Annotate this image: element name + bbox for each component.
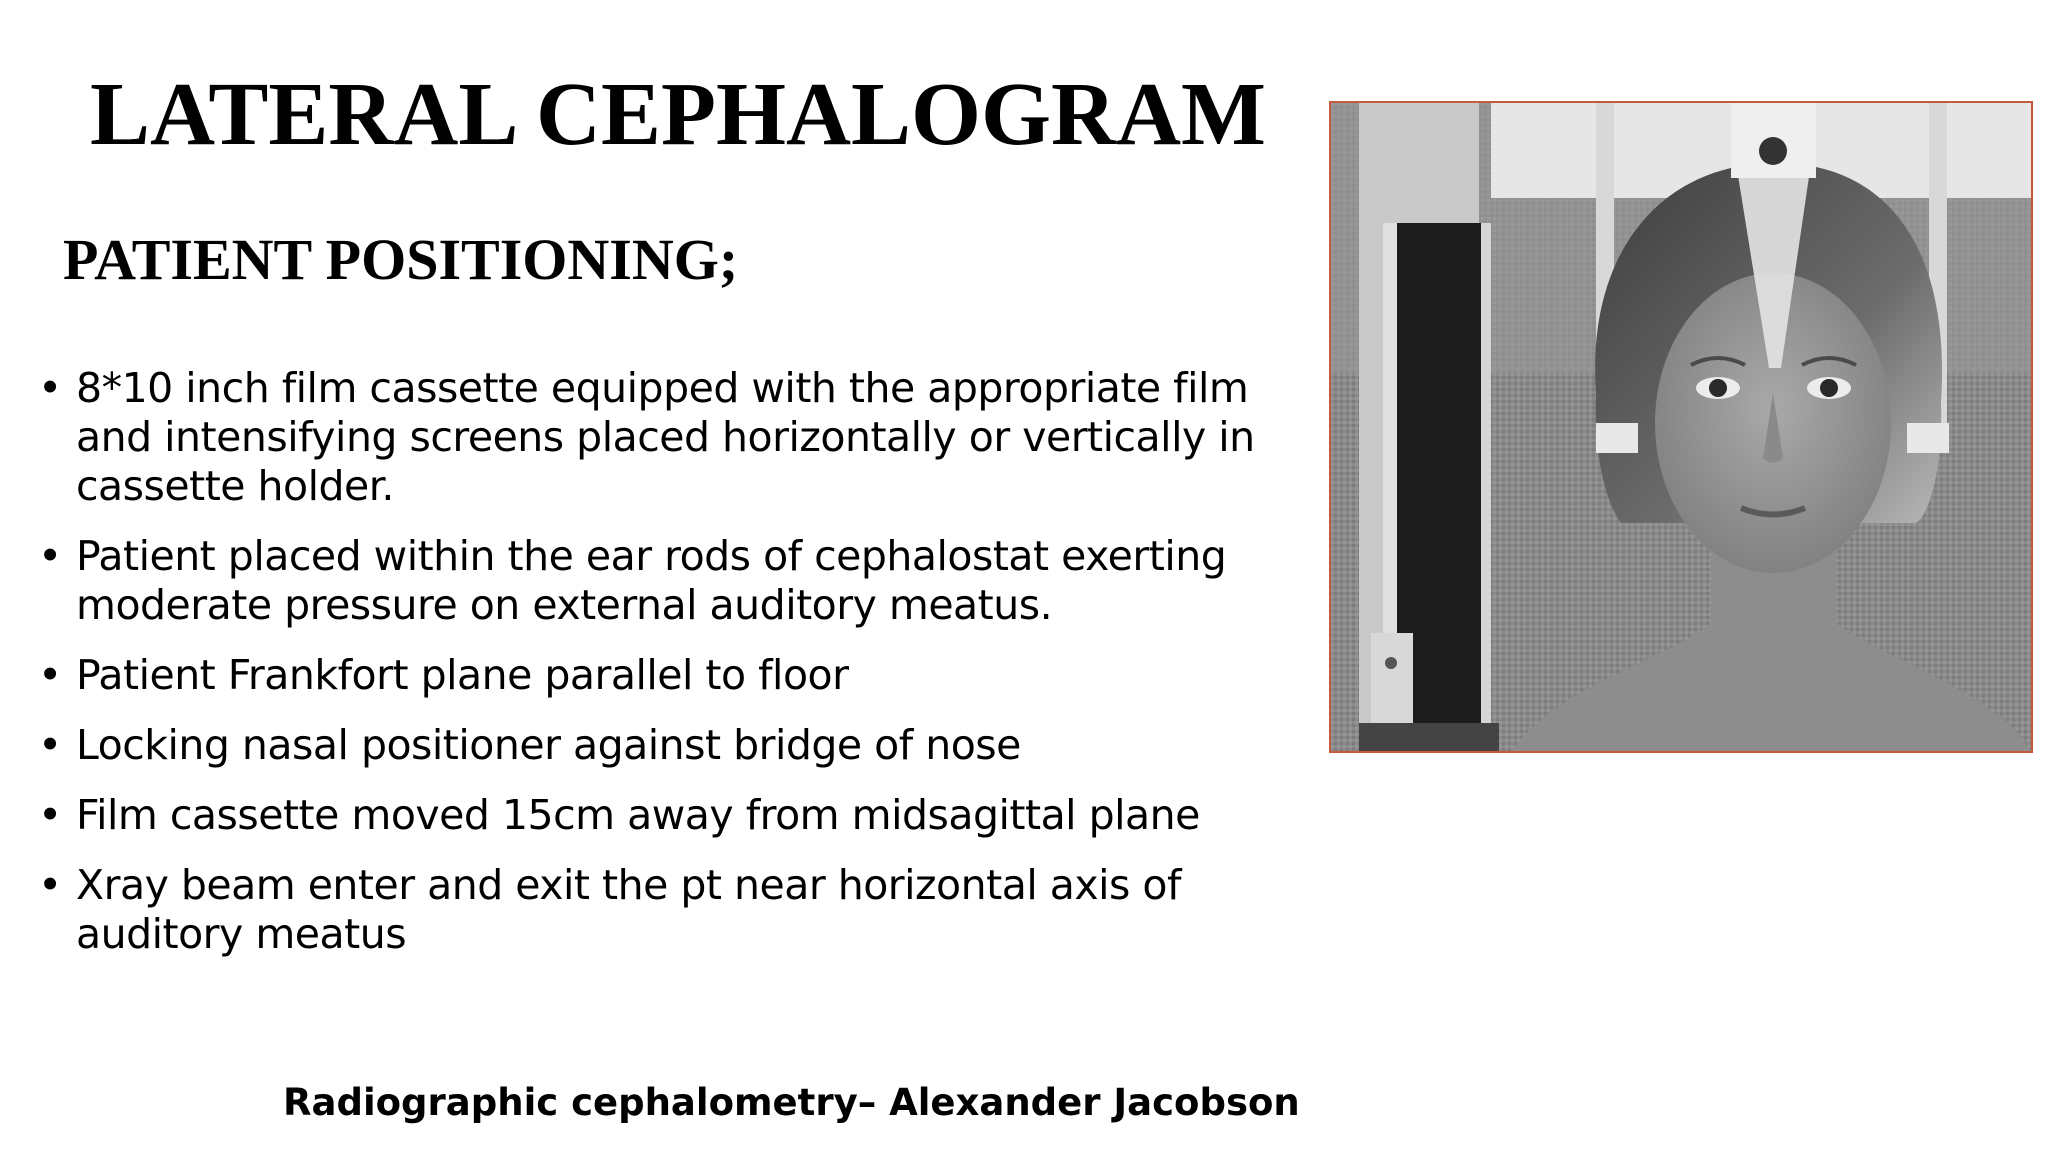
ear-rod-right [1907,423,1949,453]
list-item [30,791,1320,840]
bullet-list [30,364,1320,980]
positioner-knob-icon [1759,137,1787,165]
cassette-clamp [1371,633,1413,723]
bullet-icon: • [38,721,62,769]
citation: Radiographic cephalometry– Alexander Jacobson [283,1081,1300,1124]
bullet-icon: • [38,532,62,580]
slide-title: LATERAL CEPHALOGRAM [90,65,1266,164]
list-item [30,721,1320,770]
ear-rod-left [1596,423,1638,453]
bullet-text: Film cassette moved 15cm away from midsagittal plane [76,791,1200,839]
bullet-text: Patient placed within the ear rods of cephalostat exerting moderate pressure on external auditory meatus. [76,532,1227,629]
patient-photo [1329,101,2033,753]
bullet-icon: • [38,364,62,412]
bullet-text: Locking nasal positioner against bridge of nose [76,721,1021,769]
bullet-icon: • [38,651,62,699]
bullet-text: Xray beam enter and exit the pt near horizontal axis of auditory meatus [76,861,1181,958]
bullet-icon: • [38,791,62,839]
list-item [30,861,1320,959]
bullet-icon: • [38,861,62,909]
list-item [30,651,1320,700]
list-item [30,364,1320,511]
bullet-text: 8*10 inch film cassette equipped with the appropriate film and intensifying screens placed horizontally or vertically in cassette holder. [76,364,1255,510]
section-heading: PATIENT POSITIONING; [63,227,739,292]
list-item [30,532,1320,630]
patient-photo-illustration [1331,103,2031,751]
bullet-text: Patient Frankfort plane parallel to floor [76,651,849,699]
